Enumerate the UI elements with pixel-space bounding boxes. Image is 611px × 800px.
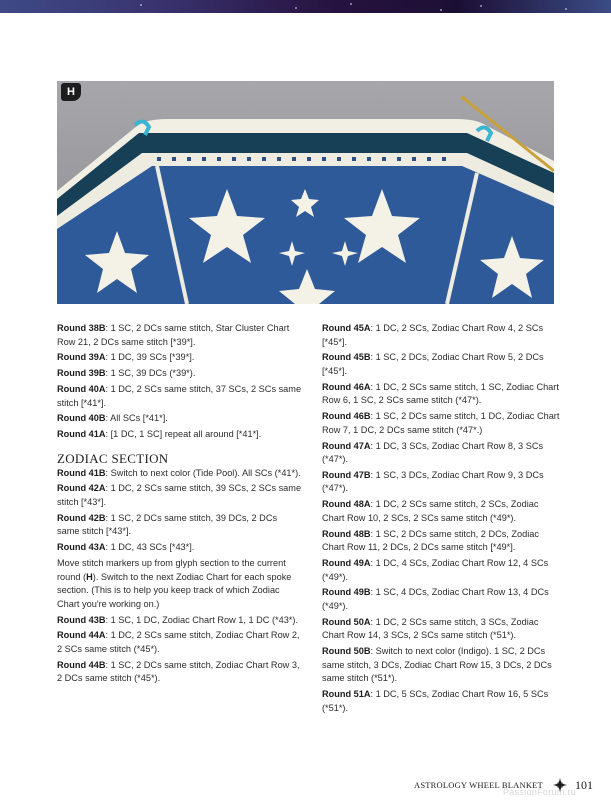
instruction-round-50b: [322, 645, 562, 686]
instruction-round-40a: [57, 383, 302, 410]
instruction-round-42b: [57, 512, 302, 539]
round-text: : All SCs [*41*].: [105, 413, 168, 424]
round-label: Round 42B: [57, 512, 106, 523]
instruction-round-45a: [322, 322, 562, 349]
instruction-round-46b: [322, 410, 562, 437]
round-text: : 1 DC, 2 SCs same stitch, 37 SCs, 2 SCs same stitch [*41*].: [57, 383, 302, 408]
round-label: Round 43A: [57, 542, 106, 553]
figure-badge: H: [61, 83, 81, 101]
page-number: 101: [574, 777, 593, 792]
round-label: Round 41B: [57, 467, 106, 478]
right-column: [322, 322, 562, 717]
round-text: : 1 DC, 2 SCs, Zodiac Chart Row 4, 2 SCs [*45*].: [322, 323, 544, 347]
stitch-marker-note: Move stitch markers up from glyph section to the current round (H). Switch to the next Zodiac Chart for each spoke section. (This is to help you keep track of which Zodiac Chart you're working on.): [57, 558, 292, 609]
round-text: : 1 DC, 4 SCs, Zodiac Chart Row 12, 4 SCs (*49*).: [322, 558, 549, 582]
round-text: : 1 DC, 39 SCs [*39*].: [105, 352, 195, 363]
round-label: Round 51A: [322, 689, 371, 700]
crochet-blanket-image: [57, 81, 554, 304]
instruction-round-40b: [57, 412, 302, 426]
round-text: : 1 SC, 2 DCs same stitch, 1 DC, Zodiac Chart Row 7, 1 DC, 2 DCs same stitch (*47*.): [322, 411, 560, 435]
round-label: Round 41A: [57, 429, 106, 440]
left-column: [57, 322, 302, 688]
instruction-round-49b: [322, 586, 562, 613]
instruction-round-51a: [322, 688, 562, 715]
round-label: Round 50B: [322, 646, 371, 657]
footer-title: ASTROLOGY WHEEL BLANKET: [414, 780, 543, 790]
instruction-round-44a: [57, 629, 302, 656]
round-text: : 1 DC, 2 SCs same stitch, 3 SCs, Zodiac Chart Row 14, 3 SCs, 2 SCs same stitch (*51*).: [322, 616, 539, 641]
top-banner: [0, 0, 611, 13]
instruction-round-45b: [322, 351, 562, 378]
round-text: : 1 SC, 2 DCs same stitch, 39 DCs, 2 DCs same stitch [*43*].: [57, 512, 278, 537]
instruction-round-47a: [322, 440, 562, 467]
round-label: Round 46A: [322, 381, 371, 392]
instruction-round-48b: [322, 528, 562, 555]
round-text: : Switch to next color (Tide Pool). All SCs (*41*).: [105, 467, 301, 478]
round-label: Round 49B: [322, 587, 371, 598]
figure-reference: H: [86, 571, 93, 582]
round-text: : 1 SC, 3 DCs, Zodiac Chart Row 9, 3 DCs (*47*).: [322, 469, 544, 494]
instruction-round-38b: [57, 322, 302, 349]
round-label: Round 44B: [57, 659, 106, 670]
round-label: Round 43B: [57, 614, 106, 625]
round-text: : 1 DC, 3 SCs, Zodiac Chart Row 8, 3 SCs (*47*).: [322, 440, 544, 465]
instruction-round-44b: [57, 659, 302, 686]
round-text: : 1 SC, 2 DCs, Zodiac Chart Row 5, 2 DCs [*45*].: [322, 352, 544, 376]
round-text: : 1 SC, 4 DCs, Zodiac Chart Row 13, 4 DCs (*49*).: [322, 587, 549, 611]
round-label: Round 40A: [57, 383, 106, 394]
round-label: Round 48A: [322, 499, 371, 510]
round-text: : 1 SC, 2 DCs same stitch, Star Cluster Chart Row 21, 2 DCs same stitch [*39*].: [57, 323, 290, 347]
round-text: : 1 DC, 2 SCs same stitch, 39 SCs, 2 SCs same stitch [*43*].: [57, 483, 302, 508]
round-label: Round 46B: [322, 411, 371, 422]
round-label: Round 45A: [322, 323, 371, 333]
round-label: Round 42A: [57, 483, 106, 494]
round-label: Round 40B: [57, 413, 106, 424]
round-label: Round 39B: [57, 368, 106, 379]
round-text: : [1 DC, 1 SC] repeat all around [*41*].: [105, 429, 262, 440]
round-label: Round 44A: [57, 630, 106, 641]
instruction-round-41b: [57, 467, 302, 481]
round-text: : 1 DC, 43 SCs [*43*].: [105, 542, 195, 553]
instruction-round-47b: [322, 469, 562, 496]
instruction-round-46a: [322, 381, 562, 408]
instruction-round-42a: [57, 482, 302, 509]
instruction-round-48a: [322, 498, 562, 525]
section-heading-zodiac: ZODIAC SECTION: [57, 450, 169, 466]
round-label: Round 49A: [322, 558, 371, 568]
round-text: : 1 SC, 2 DCs same stitch, Zodiac Chart Row 3, 2 DCs same stitch (*45*).: [57, 659, 300, 684]
round-text: : 1 DC, 2 SCs same stitch, 1 SC, Zodiac Chart Row 6, 1 SC, 2 SCs same stitch (*47*).: [322, 381, 559, 406]
round-label: Round 50A: [322, 616, 371, 627]
round-text: : 1 DC, 2 SCs same stitch, 2 SCs, Zodiac Chart Row 10, 2 SCs, 2 SCs same stitch (*49*).: [322, 499, 539, 523]
round-text: : 1 DC, 5 SCs, Zodiac Chart Row 16, 5 SCs (*51*).: [322, 689, 549, 713]
instruction-round-43a: [57, 541, 302, 555]
instruction-round-41a: [57, 428, 302, 442]
round-label: Round 47B: [322, 469, 371, 480]
round-text: : Switch to next color (Indigo). 1 SC, 2 DCs same stitch, 3 DCs, Zodiac Chart Row 15, 3 DCs, 2 DCs same stitch (*51*).: [322, 646, 552, 684]
instruction-round-43b: [57, 614, 302, 628]
round-text: : 1 SC, 2 DCs same stitch, 2 DCs, Zodiac Chart Row 11, 2 DCs, 2 DCs same stitch [*49*].: [322, 528, 539, 553]
instruction-round-50a: [322, 616, 562, 643]
round-label: Round 48B: [322, 528, 371, 539]
instruction-round-39a: [57, 351, 302, 365]
round-label: Round 39A: [57, 352, 106, 363]
round-label: Round 45B: [322, 352, 371, 363]
round-label: Round 47A: [322, 440, 371, 451]
round-label: Round 38B: [57, 323, 106, 333]
project-photo: [57, 81, 554, 304]
round-text: : 1 SC, 39 DCs (*39*).: [105, 368, 196, 379]
instruction-round-49a: [322, 557, 562, 584]
instruction-round-39b: [57, 367, 302, 381]
round-text: : 1 SC, 1 DC, Zodiac Chart Row 1, 1 DC (*43*).: [105, 614, 298, 625]
round-text: : 1 DC, 2 SCs same stitch, Zodiac Chart Row 2, 2 SCs same stitch (*45*).: [57, 630, 300, 654]
watermark: PassionForum.ru: [503, 787, 577, 797]
